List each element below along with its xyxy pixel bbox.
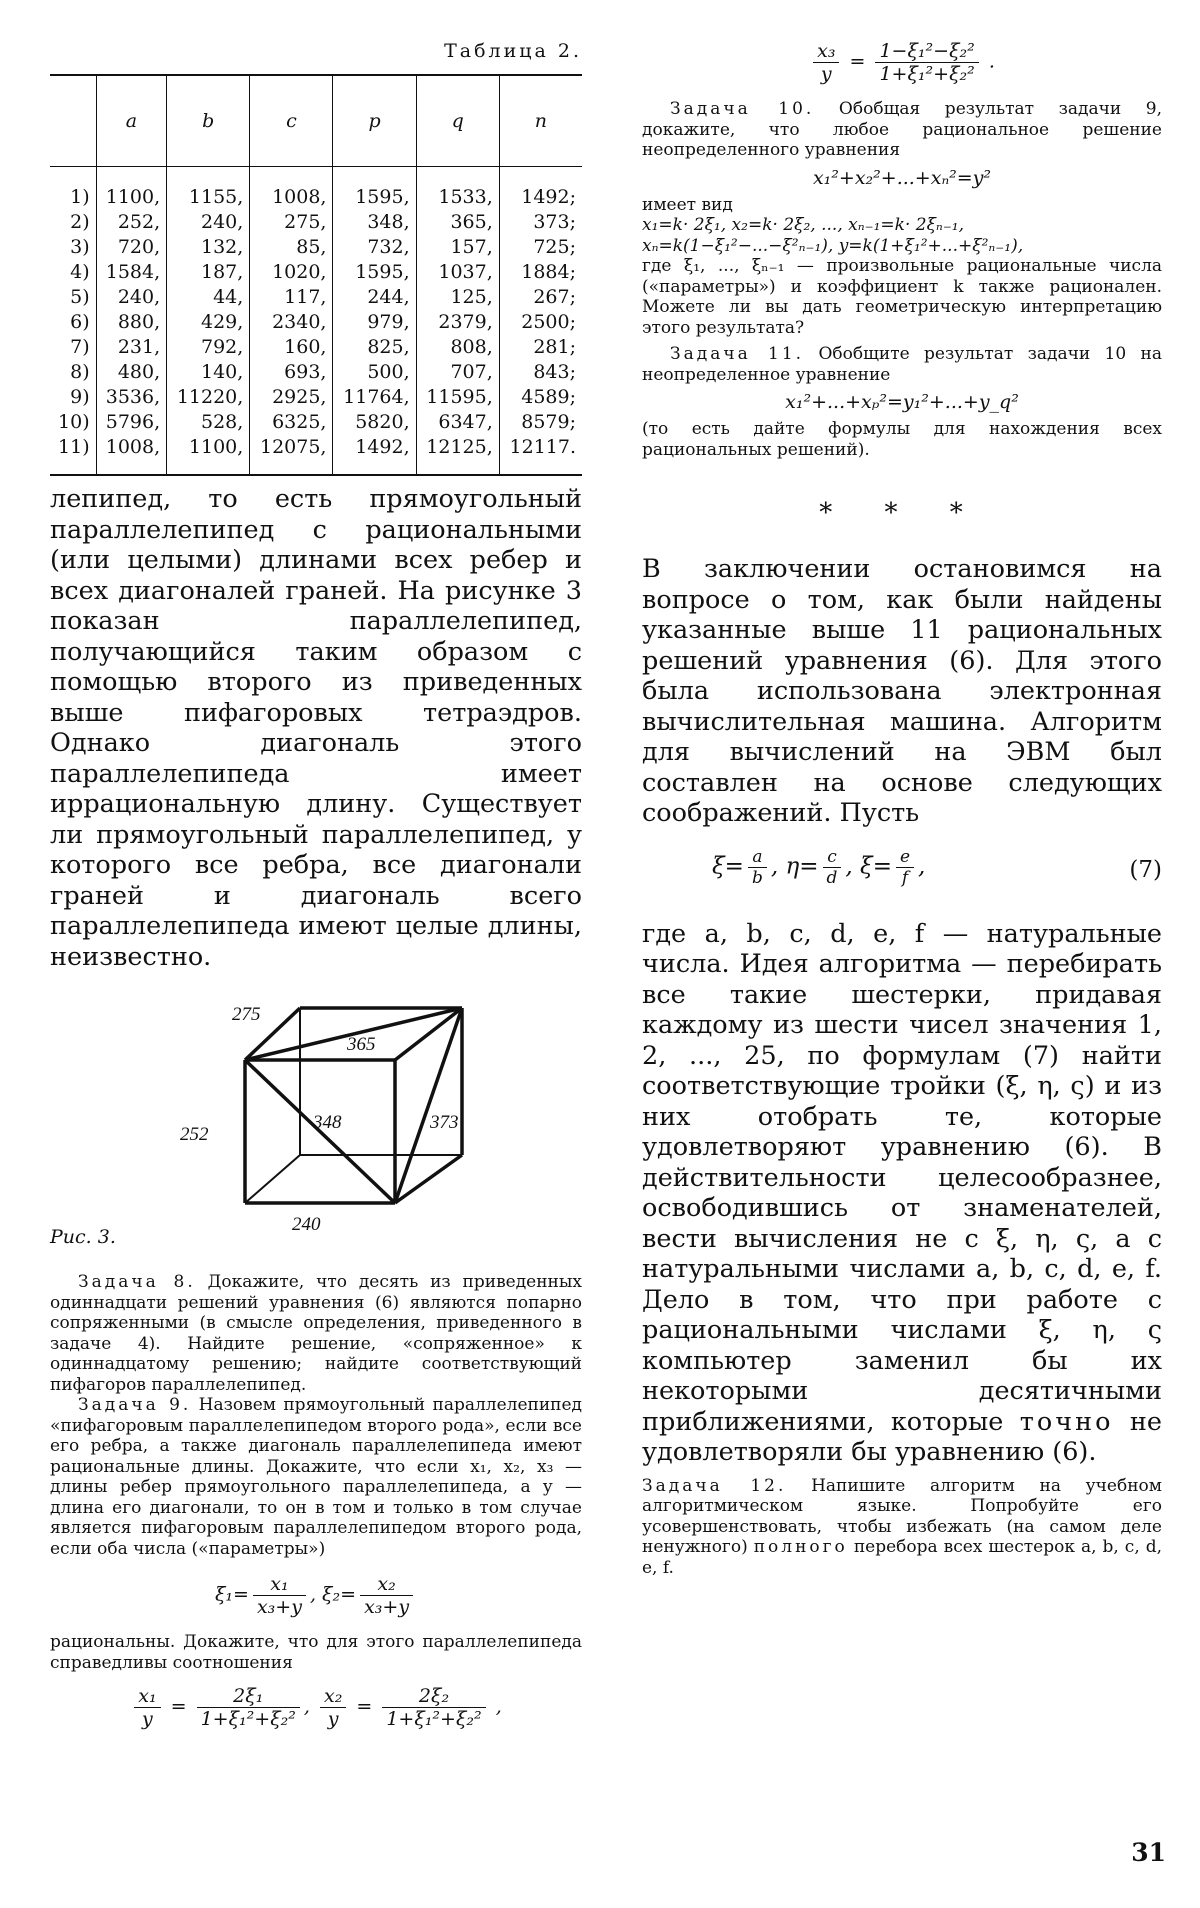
conclusion-paragraph-1: В заключении остановимся на вопросе о том, как были найдены указанные выше 11 рациональных решений уравнения (6). Для этого была использована электронная вычислительная машина. Алгоритм для вычислений на ЭВМ был составлен на основе следующих соображений. Пусть	[642, 554, 1162, 828]
numerator: x₁	[134, 1685, 160, 1708]
table-cell: 365,	[416, 210, 499, 235]
column-header: p	[333, 75, 416, 167]
numerator: 2ξ₂	[382, 1685, 485, 1708]
numerator: e	[896, 847, 914, 868]
table-cell: 11595,	[416, 385, 499, 410]
table-cell: 693,	[250, 360, 333, 385]
table-row	[50, 410, 582, 435]
denominator: f	[901, 867, 909, 888]
table-cell: 160,	[250, 335, 333, 360]
relations-formula: $\frac{\text{x₁}}{y}$ = $\frac{\text{2ξ₁}}{\text{1+ξ₁²+ξ₂²}}$ , $\frac{\text{x₂}}{y}$ = $\frac{\text{2ξ₂}}{\text{1+ξ₁²+ξ₂²}}$ ,	[50, 1685, 582, 1730]
row-number: 1)	[70, 186, 90, 208]
denominator: b	[751, 867, 763, 888]
fraction	[197, 1685, 300, 1730]
numerator: x₂	[320, 1685, 346, 1708]
table-cell: 1100,	[96, 167, 167, 211]
table-cell: 4589;	[499, 385, 582, 410]
row-number: 8)	[70, 361, 90, 383]
table-cell: 132,	[167, 235, 250, 260]
table-cell: 281;	[499, 335, 582, 360]
conclusion-text-c: не удовлетворяли бы уравнению (6).	[642, 1406, 1163, 1467]
table-cell: 6325,	[250, 410, 333, 435]
row-number: 3)	[70, 236, 90, 258]
row-number: 2)	[70, 211, 90, 233]
column-header	[50, 75, 96, 167]
relation-3-formula: $\frac{\text{x₃}}{y}$ = $\frac{\text{1−ξ₁²−ξ₂²}}{\text{1+ξ₁²+ξ₂²}}$ .	[642, 40, 1162, 85]
table-cell: 117,	[250, 285, 333, 310]
task-12-text2: перебора всех шестерок a, b, c, d, e, f.	[642, 1537, 1163, 1578]
table-cell: 3536,	[96, 385, 167, 410]
table-cell: 12075,	[250, 435, 333, 475]
row-number: 10)	[58, 411, 90, 433]
numerator: 2ξ₁	[197, 1685, 300, 1708]
task-12-spaced: полного	[753, 1537, 848, 1557]
table-cell: 240,	[167, 210, 250, 235]
denominator: y	[327, 1708, 339, 1730]
table-cell: 12117.	[499, 435, 582, 475]
task-11	[642, 344, 1162, 385]
table-row	[50, 285, 582, 310]
denominator: 1+ξ₁²+ξ₂²	[386, 1708, 482, 1730]
xi1-label: ξ₁=	[214, 1583, 249, 1606]
table-cell: 1492;	[499, 167, 582, 211]
table-cell: 1020,	[250, 260, 333, 285]
denominator: x₃+y	[364, 1596, 410, 1618]
zeta-label: , ξ=	[845, 853, 892, 879]
table-cell: 267;	[499, 285, 582, 310]
table-cell: 725;	[499, 235, 582, 260]
table-cell: 792,	[167, 335, 250, 360]
task-8-text: Докажите, что десять из приведенных одиннадцати решений уравнения (6) являются попарно сопряженными (в смысле определения, приведенного в задаче 4). Найдите решение, «сопряженное» к одиннадцатому решению; найдите соответствующий пифагоров параллелепипед.	[50, 1272, 583, 1395]
table-caption: Таблица 2.	[444, 40, 582, 62]
equation-end: ,	[918, 853, 926, 879]
left-column	[50, 40, 582, 1742]
denominator: y	[820, 63, 832, 85]
fraction	[360, 1573, 413, 1618]
figure-3	[50, 990, 582, 1260]
table-row	[50, 167, 582, 211]
row-number: 4)	[70, 261, 90, 283]
table-row	[50, 360, 582, 385]
fraction	[823, 847, 842, 888]
table-cell: 1884;	[499, 260, 582, 285]
task-8-head: Задача 8.	[78, 1272, 196, 1292]
table-header-row	[50, 75, 582, 167]
task-9	[50, 1395, 582, 1559]
table-cell: 528,	[167, 410, 250, 435]
table-cell: 1008,	[96, 435, 167, 475]
xi-label: ξ=	[712, 853, 744, 879]
table-cell: 1492,	[333, 435, 416, 475]
equation-number: (7)	[1129, 856, 1162, 883]
table-row	[50, 210, 582, 235]
column-header: n	[499, 75, 582, 167]
page-number: 31	[1131, 1838, 1166, 1867]
table-row	[50, 235, 582, 260]
column-header: b	[167, 75, 250, 167]
task-11-text: Обобщите результат задачи 10 на неопределенное уравнение	[642, 344, 1162, 385]
has-form: имеет вид	[642, 194, 733, 215]
table-cell: 5796,	[96, 410, 167, 435]
table-cell: 44,	[167, 285, 250, 310]
table-cell: 1595,	[333, 167, 416, 211]
xi2-label: ξ₂=	[322, 1583, 357, 1606]
table-cell: 2379,	[416, 310, 499, 335]
face-diagonal	[395, 1008, 462, 1203]
label-348: 348	[313, 1112, 342, 1133]
denominator: d	[826, 867, 838, 888]
label-373: 373	[430, 1112, 459, 1133]
table-cell: 240,	[96, 285, 167, 310]
figure-caption: Рис. 3.	[50, 1226, 116, 1248]
table-cell: 2340,	[250, 310, 333, 335]
hidden-edge	[245, 1155, 300, 1203]
table-cell: 140,	[167, 360, 250, 385]
table-cell: 373;	[499, 210, 582, 235]
denominator: 1+ξ₁²+ξ₂²	[200, 1708, 296, 1730]
table-cell: 429,	[167, 310, 250, 335]
task-12	[642, 1476, 1162, 1579]
table-cell: 275,	[250, 210, 333, 235]
task-11-head: Задача 11.	[670, 344, 805, 364]
table-cell: 125,	[416, 285, 499, 310]
table-row	[50, 435, 582, 475]
row-number: 9)	[70, 386, 90, 408]
column-header: q	[416, 75, 499, 167]
conclusion-text-spaced: точно	[1019, 1406, 1114, 1437]
table-cell: 252,	[96, 210, 167, 235]
table-cell: 11220,	[167, 385, 250, 410]
table-cell: 480,	[96, 360, 167, 385]
fraction	[134, 1685, 160, 1730]
task-12-text: Напишите алгоритм на учебном алгоритмическом языке. Попробуйте его усовершенствовать, чтобы избежать (на самом деле ненужного)	[642, 1475, 1162, 1557]
table-cell: 1595,	[333, 260, 416, 285]
denominator: x₃+y	[256, 1596, 302, 1618]
form-10-line-1: x₁=k· 2ξ₁, x₂=k· 2ξ₂, ..., xₙ₋₁=k· 2ξₙ₋₁,	[642, 215, 965, 235]
numerator: x₁	[253, 1573, 306, 1596]
fraction	[382, 1685, 485, 1730]
data-table	[50, 74, 582, 476]
task-9-head: Задача 9.	[78, 1395, 192, 1415]
table-cell: 6347,	[416, 410, 499, 435]
column-header: c	[250, 75, 333, 167]
table-cell: 500,	[333, 360, 416, 385]
table-row	[50, 335, 582, 360]
row-number: 7)	[70, 336, 90, 358]
task-10	[642, 99, 1162, 161]
row-number: 5)	[70, 286, 90, 308]
table-body	[50, 167, 582, 476]
right-column	[642, 40, 1162, 1578]
table-cell: 231,	[96, 335, 167, 360]
table-cell: 979,	[333, 310, 416, 335]
eta-label: , η=	[770, 853, 819, 879]
conclusion-paragraph-2	[642, 919, 1162, 1468]
numerator: 1−ξ₁²−ξ₂²	[875, 40, 978, 63]
parallelepiped-diagram	[50, 990, 582, 1260]
table-cell: 1533,	[416, 167, 499, 211]
task-9-text2: рациональны. Докажите, что для этого параллелепипеда справедливы соотношения	[50, 1632, 582, 1673]
fraction	[875, 40, 978, 85]
table-cell: 348,	[333, 210, 416, 235]
section-separator: * * *	[819, 498, 985, 528]
table-cell: 12125,	[416, 435, 499, 475]
intro-paragraph: лепипед, то есть прямоугольный параллелепипед с рациональными (или целыми) длинами всех ребер и всех диагоналей граней. На рисунке 3 показан параллелепипед, получающийся таким образом с помощью второго из приведенных выше пифагоровых тетраэдров. Однако диагональ этого параллелепипеда имеет иррациональную длину. Существует ли прямоугольный параллелепипед, у которого все ребра, все диагонали граней и диагональ всего параллелепипеда имеют целые длины, неизвестно.	[50, 484, 582, 972]
table-cell: 85,	[250, 235, 333, 260]
numerator: x₂	[360, 1573, 413, 1596]
table-cell: 8579;	[499, 410, 582, 435]
label-365: 365	[347, 1034, 376, 1055]
task-9-text: Назовем прямоугольный параллелепипед «пифагоровым параллелепипедом второго рода», если все его ребра, а также диагональ параллелепипеда имеют рациональные длины. Докажите, что если x₁, x₂, x₃ — длины ребер прямоугольного параллелепипеда, а y — длина его диагонали, то он в том и только в том случае является пифагоровым параллелепипедом второго рода, если оба числа («параметры»)	[50, 1395, 583, 1559]
equation-10: x₁²+x₂²+...+xₙ²=y²	[812, 166, 992, 189]
table-cell: 720,	[96, 235, 167, 260]
table-cell: 825,	[333, 335, 416, 360]
table-cell: 11764,	[333, 385, 416, 410]
numerator: x₃	[813, 40, 839, 63]
table-cell: 732,	[333, 235, 416, 260]
table-cell: 1100,	[167, 435, 250, 475]
row-number: 6)	[70, 311, 90, 333]
table-row	[50, 310, 582, 335]
conclusion-text-a: где a, b, c, d, e, f — натуральные числа. Идея алгоритма — перебирать все такие шестерки, придавая каждому из шести чисел значения 1, 2, ..., 25, по формулам (7) найти соответствующие тройки (ξ, η, ς) и из них отобрать те, которые удовлетворяют уравнению (6). В действительности целесообразнее, освободившись от знаменателей, вести вычисления не с ξ, η, ς, а с натуральными числами a, b, c, d, e, f. Дело в том, что при работе с рациональными числами ξ, η, ς компьютер заменил бы их некоторыми десятичными приближениями, которые	[642, 918, 1162, 1437]
table-cell: 2925,	[250, 385, 333, 410]
table-cell: 1037,	[416, 260, 499, 285]
numerator: c	[823, 847, 842, 868]
task-11-text2: (то есть дайте формулы для нахождения всех рациональных решений).	[642, 419, 1162, 460]
xi-formula: ξ₁= $\frac{\text{x₁}}{\text{x₃+y}}$ , ξ₂= $\frac{\text{x₂}}{\text{x₃+y}}$	[50, 1573, 582, 1618]
equation-11: x₁²+...+xₚ²=y₁²+...+y_q²	[785, 391, 1019, 413]
task-8	[50, 1272, 582, 1395]
task-10-head: Задача 10.	[670, 99, 815, 119]
equation-7	[642, 839, 1162, 909]
column-header: a	[96, 75, 167, 167]
denominator: 1+ξ₁²+ξ₂²	[879, 63, 975, 85]
table-cell: 707,	[416, 360, 499, 385]
table-cell: 1584,	[96, 260, 167, 285]
label-240: 240	[292, 1214, 321, 1235]
fraction	[748, 847, 767, 888]
table-cell: 187,	[167, 260, 250, 285]
fraction	[896, 847, 914, 888]
fraction	[813, 40, 839, 85]
denominator: y	[142, 1708, 153, 1730]
table-cell: 5820,	[333, 410, 416, 435]
table-cell: 157,	[416, 235, 499, 260]
form-10-line-2: xₙ=k(1−ξ₁²−...−ξ²ₙ₋₁), y=k(1+ξ₁²+...+ξ²ₙ₋₁),	[642, 235, 1024, 256]
table-cell: 880,	[96, 310, 167, 335]
fraction	[253, 1573, 306, 1618]
table-cell: 2500;	[499, 310, 582, 335]
task-10-text2: где ξ₁, ..., ξₙ₋₁ — произвольные рациональные числа («параметры») и коэффициент k также рационален. Можете ли вы дать геометрическую интерпретацию этого результата?	[642, 256, 1162, 338]
row-number: 11)	[58, 436, 90, 458]
task-10-text: Обобщая результат задачи 9, докажите, что любое рациональное решение неопределенного уравнения	[642, 99, 1162, 160]
label-252: 252	[180, 1124, 209, 1145]
table-cell: 1008,	[250, 167, 333, 211]
fraction	[320, 1685, 346, 1730]
label-275: 275	[232, 1004, 261, 1025]
table-row	[50, 260, 582, 285]
table-cell: 244,	[333, 285, 416, 310]
table-cell: 1155,	[167, 167, 250, 211]
numerator: a	[748, 847, 767, 868]
table-cell: 843;	[499, 360, 582, 385]
table-cell: 808,	[416, 335, 499, 360]
task-12-head: Задача 12.	[642, 1475, 787, 1496]
table-row	[50, 385, 582, 410]
